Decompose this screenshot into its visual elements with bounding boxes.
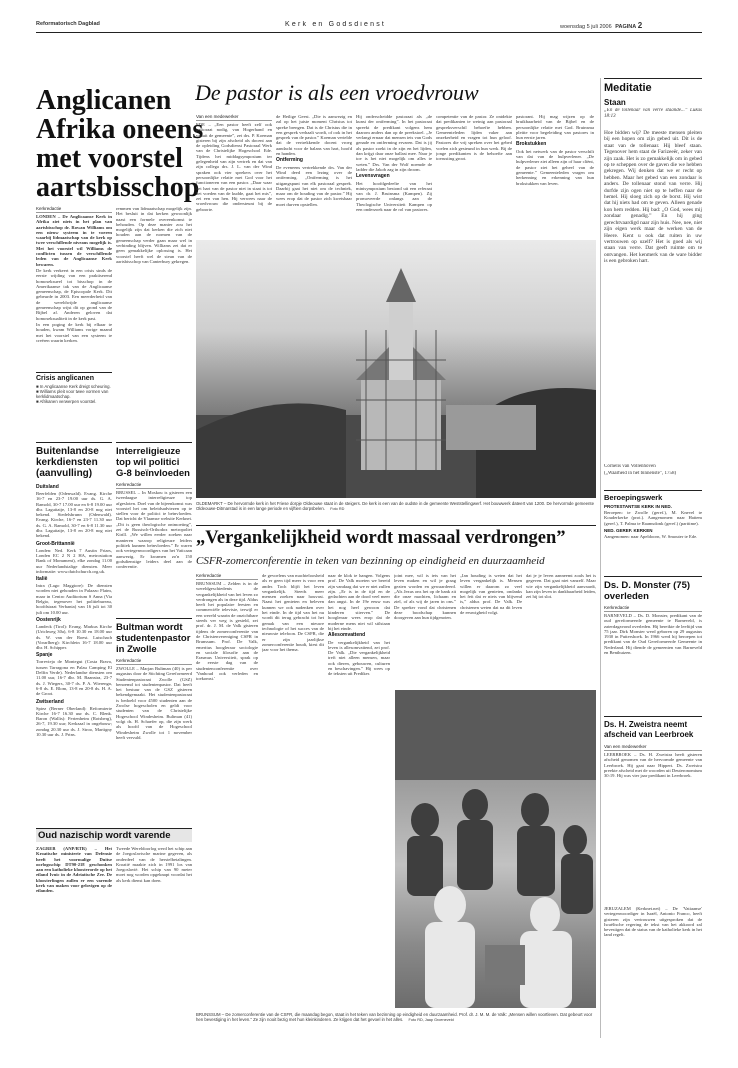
church-photo xyxy=(196,240,596,498)
church-photo-caption xyxy=(196,501,596,513)
meditatie-author: Cornelis van Vollenhoven xyxy=(604,464,656,469)
meditatie-body: Hoe bidden wij? De meeste mensen pleiten bij een hopen om zijn gebed uit. Dit is de staat van de tollenaar. Hij bleef staan. Tegenover hem staat de Farizeeër, zeker van zijn zaak. Het is zo gemakkelijk om in gebed op te scheppen over de gaven die we hebben gekregen. Wij denken dat we er recht op hebben. Maar het gebed van een zondaar is anders. De tollenaar stond van verre. Hij durfde zijn ogen niet op te heffen naar de hemel. Hij sloeg zich op de borst. Hij wist dat hij niets had om te geven. Alleen genade kon hem redden. Hij bad: „O God, wees mij zondaar genadig.” En hij ging gerechtvaardigd naar zijn huis. Nee, nee, niet zijn eigen werk maar de werken van de Heere. Kent u ook dat ruiten in uw vertrouwen op uzelf? Het is goed als wij staan van verre. Dat geeft ruimte om te ontvangen. Het kenmerk van de ware bidder is een gebroken hart. xyxy=(604,130,702,265)
page-number: 2 xyxy=(637,21,643,30)
col3-sub-body: De eveneens vertrekkende drs. Van der Wind deed een lezing over de ontferming. „Ontferming is het uitgangspunt van elk pastoraal gesprek. Daarbij gaat het niet om de techniek, maar om de houding van de pastor.” Hij wees erop dat de pastor zich kwetsbaar moet durven opstellen. xyxy=(276,164,352,207)
beroeping-text: Beroepen: te Zwolle (geref.), M. Knevel te Kouderkerke (prot.). Aangenomen: naar Hattem (geref.), T. Palma te Raamsdonk (geref.) (parttime). xyxy=(604,510,702,526)
g8-top-rule xyxy=(116,442,192,443)
lead-main-col1: EDE – „Een pastor heeft zelf ook pastoraat nodig, van Hogerhand en vanuit de gemeente”, zei drs. P. Koeman gisteren bij zijn afscheid als docent aan de opleiding Godsdienst Pastoraal Werk van de Christelijke Hogeschool Ede. Tijdens het middagsymposium ter gelegenheid van zijn vertrek en dat van zijn collega drs. J. L. van der Wind spraken ook vier sprekers over het persoonlijke relatie met God voor het functioneren van een pastor. „Daar waar het hart van de pastor niet in staat is tot het voeden van de kudde, gaat het mis”, zei een van hen. Hij verwees naar de vroedvrouw die ondersteunt bij de geboorte. xyxy=(196,122,272,212)
right-col-divider xyxy=(600,78,601,1038)
monster-body: BARNEVELD – Ds. D. Monster, predikant van de oud gereformeerde gemeente te Barneveld, is zaterdagavond overleden. Hij bereikte de leeftijd van 75 jaar. Dirk Monster werd geboren op 29 augustus 1930 in Puttershoek. In 1966 werd hij beroepen tot predikant van de Oud Gereformeerde Gemeente in Nederland. Hij diende de gemeenten van Barneveld en Benthuizen. xyxy=(604,613,702,656)
col6-subhead: Brokstukken xyxy=(516,141,547,148)
col4-body: Hij onderscheidde pastoraat als „de kunst der ontferming”. In het pastoraat spreekt de predikant volgens hem daarom anders dan op de preekstoel. „Je verlangt ernaar dat mensen iets van Gods genade en ontferming ervaren. Dat is jij als pastor zoekt in de zijn en het lijden, dan krijgt daar onze ballast mee. Naar je toe is het niet mogelijk om alles te weten.” Drs. Van der Wolf noemde de ladder die Jakob zag in zijn droom. xyxy=(356,114,432,172)
lead-left-body xyxy=(36,214,112,364)
cb-col3-subhead: Allesomvattend xyxy=(328,632,366,639)
zwolle-body: ZWOLLE – Marjan Bultman (40) is per augustus door de Stichting Gereformeerd Studentenpastoraat Zwolle (GSZ) benoemd tot studentenpastor. Dat heeft het bestuur van de GSZ gisteren bekendgemaakt. Het studentenpastoraat is bedoeld voor 4500 studenten aan de Zwolse hogescholen en geldt voor studenten van de Christelijke Hogeschool Windesheim. Bultman (41) volgt ds. H. Schaefer op, die zijn werk als hoofd van de Hogeschool Windesheim Zwolle tot 1 november heeft vervuld. xyxy=(116,666,192,740)
nazi-headline: Oud nazischip wordt varende xyxy=(38,830,171,841)
zweistra-body: LEERBROEK – Ds. H. Zweistra heeft gisteren afscheid genomen van de hervormde gemeente van Leerbroek. Hij gaat naar Hippert. Ds. Zweistra preekte afscheid met de woorden uit Deuteronomium 30:19. Hij was vier jaar predikant in Leerbroek. xyxy=(604,752,702,779)
meditatie-rule xyxy=(604,78,702,79)
zwolle-headline: Bultman wordt studentenpastor in Zwolle xyxy=(116,622,191,655)
center-bottom-col5: „Ian houding is weten dat het leven vergankelijk is. Mensen willen er daarom zo veel mogelijk van genieten, ondanks het feit dat er niets van blijvend is,” aldus prof. De Valk. De christenen weten dat na dit leven de eeuwigheid volgt. xyxy=(460,573,522,616)
jerusalem-body: JERUZALEM (Kerknet.net) – De 'Vatiaanse' vertegenwoordiger in Israël, Antonio Franco, heeft gisteren zijn vertrouwen uitgesproken dat de Israëlische regering de tekst van het akkoord zal bevestigen dat de status van de katholieke kerk in het land regelt. xyxy=(604,906,702,938)
monster-kicker: Kerkredactie xyxy=(604,605,702,612)
masthead-date xyxy=(560,21,642,30)
meditatie-quote: „En de tollenaar van verre staande...” Lukas 18:13 xyxy=(604,108,702,119)
crisis-item: ■ Williams pleit voor twee vormen van kerklidmaatschap. xyxy=(36,389,109,399)
beroeping-church: NED. GEREF. KERKEN xyxy=(604,527,653,533)
service-text: Torrevieja de Montegut (Costa Brava, tussen Tarragona en Palau Camping El Delfin Verde). Nederlandse diensten om 11.00 uur, 16-7 dhr. M. Baanstra, 23-7 ds. J. Wiegers, 30-7 ds. P. A. Wierenga, 6-8 ds. E. Blom, 13-8 en 20-8 ds. H. A. de Groot. xyxy=(36,659,112,697)
masthead-section: Kerk en Godsdienst xyxy=(285,21,387,28)
meditatie-section: Meditatie xyxy=(604,82,652,94)
page-label: PAGINA xyxy=(615,24,637,30)
meditatie-source: („Waarheid in het binnenste”, 1758) xyxy=(604,471,677,476)
zweistra-headline: Ds. H. Zweistra neemt afscheid van Leerbroek xyxy=(604,720,694,739)
crisis-item: ■ In Anglicaanse Kerk dreigt scheuring. xyxy=(36,384,111,389)
col6-sub-body: Ook het netwerk van de pastor verschilt van dat van de hulpverlener. „De hulpverlener ziet alleen zijn of haar cliënt, de pastor ziet het geheel van de gemeente.” Gemeenteleden vragen om herkenning en erkenning van hun brokstukken van leven. xyxy=(516,148,594,186)
bottom-caption-text: BRUNSSUM – De zomerconferentie van de CSFR, die maandag begon, staat in het teken van bezinning op eindigheid en duurzaamheid. Prof. dr. J. M. M. de Valk: „Mensen willen voortleven. Dat gebeurt voor hen bevestiging in het leven.” Ze zijn nooit bezig met hun kleinkinderen. Ze krijgen dat het gevoel in het alles. xyxy=(196,1012,593,1022)
beroeping-box xyxy=(604,490,702,572)
crisis-item-text: Afrikanen verwerpen voorstel. xyxy=(39,399,97,404)
monster-rule xyxy=(604,576,702,577)
crisis-item-text: Williams pleit voor twee vormen van kerklidmaatschap. xyxy=(36,389,109,399)
photo-caption-text: OLDEMARKT – De hervormde kerk in het Friese dorpje Oldeouwe staat in de steigers. De kerk is een van de oudste in de gemeente Weststellingwerf. Het bouwwerk dateert van 1200. De hervormde gemeente Oldeouwe-Ditmarstad is in een lange periode en vijftien dorpsbelen. xyxy=(196,501,594,511)
center-bottom-rule xyxy=(196,525,596,526)
center-bottom-headline: „Vergankelijkheid wordt massaal verdrongen” xyxy=(196,528,566,548)
conference-photo-caption xyxy=(196,1012,596,1036)
col6-body: pastorant. Hij mag wijzen op de bruikbaarheid van de Bijbel en de persoonlijke relatie met God. Bruinsma pleitte voor begeleiding van pastores in hun eerste jaren. xyxy=(516,114,594,141)
crisis-item: ■ Afrikanen verwerpen voorstel. xyxy=(36,399,97,404)
col3-subhead: Ontferming xyxy=(276,157,303,164)
service-text: Londen: Ned. Kerk 7 Austin Friars, Londen EC 2 N 2 HA, metrostation Bank of Monument), elke zondag 11.00 uur Nederlandstalige diensten. Meer informatie: www.dutchchurch.org.uk. xyxy=(36,547,112,574)
bottom-photo-credit: Foto RD, Jaap Groeneveld xyxy=(408,1018,454,1022)
service-country: Oostenrijk xyxy=(36,616,61,623)
center-bottom-col2: de gevoelens van machteloosheid als er geen tijd meer is voor een ander. Toch blijft het leven vergankelijk. Steeds meer mensen zoeken naar houvast. Naast het genieten en beleven kunnen we ook nadenken over het einde. In de tijd van het nu wordt dit terug gebracht tot het gemak van een nieuwe technologie of het succes van de nieuwste telefoon. De CSFR, die er zijn jaarlijkse zomerconferentie houdt, kiest dit jaar voor het thema. xyxy=(262,573,324,653)
service-text: Spiez (Berner Oberland): Reformierte Kirche 16-7 16.30 uur ds. C. Blenk. Baron (Wallis): Ferienheim (Rotsberg), 26-7, 19.30 uur; Kerkzaal in ongebouw; zondag 20.30 uur ds. J. Stroo, Martigny 10.30 uur ds. J. Prins. xyxy=(36,705,112,737)
cb-col3-body: naar de klok te hangen. Volgens prof. De Valk moeten we bereid zijn vandaag dat we er niet zullen zijn. „Er is in de tijd en de gedachten aan de dood veel meer dan angst. In de 19e eeuw was het nog heel gewoon dat kinderen stierven.” De hoogleraar wees erop dat de moderne mens niet wil stilstaan bij het einde. xyxy=(328,573,390,631)
cb-col3-sub-body: De vergankelijkheid van het leven is allesomvattend, zei prof. De Valk. „Die vergankelijkheid treft niet alleen mensen, maar ook dieren, gebouwen, culturen en beschavingen.” Hij wees op de teksten uit Prediker. xyxy=(328,639,390,677)
nazi-col1: ZAGREB (ANP/RTR) – Het Kroatische ministerie van Defensie heeft het voormalige Duitse oorlogsschip DT90-218 geschonken aan een katholieke kloosterorde op het eiland Ivnic in de Adriatische Zee. De kloosterlingen zullen er een varende kerk van maken voor gelovigen op de eilanden. xyxy=(36,846,112,894)
lead-left-kicker: Kerkredactie xyxy=(36,206,112,213)
nazi-col2: Tweede Wereldoorlog werd het schip aan de Joegoslavische marine gegeven, als onderdeel van de herstelbetalingen. Kroatië maakte zich in 1991 los van Joegoslavië. Het schip van 90 meter moet nog worden opgeknapt voordat het als kerk dienst kan doen. xyxy=(116,846,192,883)
service-country: Groot-Brittannië xyxy=(36,540,75,547)
col3-body: de Heilige Geest. „Die is aanwezig en zal op het juiste moment Christus tot spreke brengen. Dat is de Christus die in een gesprek verhaalt wordt, of ook in het gesprek van de pastor.” Koeman vertelde dat de vertrekkende docent vroeg aandacht voor de balans van hart, hoofd en handen. xyxy=(276,114,352,157)
center-bottom-col4: joint mee, wil is iets van het leven maken en wil je graag gezien worden en gewaardeerd. „Als Jezus ons het op de bank zit die onze machten, lichaam en ziel, of als wij de jaren in ons.” De spreker vond dat christenen deze boodschap kunnen doorgeven aan hun tijdgenoten. xyxy=(394,573,456,621)
lead-left-col2: remmen van lidmaatschap mogelijk zijn. Het besluit in dat kerken gewoonlijk naast een formele overeenkomst te behouden. Op deze manier zou het mogelijk zijn dat kerken die zich niet houden aan de normen van de gemeenschap verder gaan maar wel in verbinding blijven. Williams zei dat er geen gemakkelijke oplossing is. Het voorstel heeft wel de steun van de aartsbisschop van Canterbury gekregen. xyxy=(116,206,192,264)
service-text: Intra (Lago Maggiore): De diensten worden niet gehouden in Palazzo Flaim, maar in Centro Auditorium S Anna (Via Belgio, tegenover het politiebureau, hoofdstraat Verbania) van 16 juli tot 30 juli om 10.00 uur. xyxy=(36,583,112,615)
lead-main-col4 xyxy=(356,114,432,234)
center-bottom-subheadline: CSFR-zomerconferentie in teken van bezinning op eindigheid en duurzaamheid xyxy=(196,555,545,567)
service-country: Spanje xyxy=(36,652,53,659)
date-text: woensdag 5 juli 2006 xyxy=(560,24,612,30)
center-bottom-kicker: Kerkredactie xyxy=(196,573,258,580)
crisis-sidebar-title: Crisis anglicanen xyxy=(36,375,94,382)
lead-main-col6 xyxy=(516,114,594,234)
lead-main-col3 xyxy=(276,114,352,234)
service-text: Landeck (Tirol): Evang. Markus Kirche (Urichweg 30a), 6-8 10.30 en 18.00 uur ds. W. van der Roest. Lutschach (Vorarlberg): Kirchlein 16-7 18.00 uur dhr. H. Schipper. xyxy=(36,623,112,651)
photo-credit: Foto RD xyxy=(330,507,345,511)
lead-main-col5: competentie van de pastor. Ze ontdekte dat predikanten te weinig aan pastoraal gespreksverschil behoefte hebben. Gemeenteleden lijden vaker aan onzekerheid en vragen tot hun geloof. Pastores die vrij spreken over het gebed voelen zich gesteund in hun werk. Bij de jonge predikanten is de behoefte aan toerusting groot. xyxy=(436,114,512,162)
lead-left-p1: LONDEN – De Anglicaanse Kerk in Afrika ziet niets in het plan van aartsbisschop dr. Rowan Williams om een nieuw systeem in te voeren waarbij lidmaatschap van de kerk op twee verschillende niveaus mogelijk is. Met het voorstel wil Williams de conflicten tussen de verschillende leden van de Anglicaanse Kerk bewaren. xyxy=(36,214,112,267)
service-text: Beerfelden (Odenwald). Evang. Kirche 16-7 en 23-7 19.00 uur ds. G. A. Ramold, 30-7 17.00 uur en 6-8 19.00 uur dhr. Laguitaije, 13-8 en 20-8 nog niet bekend. Siedelsbrunn (Odenwald). Evang. Kirche, 16-7 en 23-7 11.30 uur ds. G. A. Ramold, 30-7 en 6-8 11.30 uur dhr. Laguitaije, 13-8 en 20-8 nog niet bekend. xyxy=(36,491,112,539)
service-country: Italië xyxy=(36,576,48,583)
zweistra-kicker: Van een medewerker xyxy=(604,744,702,751)
zweistra-rule xyxy=(604,716,702,717)
crisis-item-text: In Anglicaanse Kerk dreigt scheuring. xyxy=(39,384,111,389)
center-bottom-col3 xyxy=(328,573,390,835)
center-bottom-col6: dat je je leven aanneemt zoals het is gegeven. Dat gaat niet vanzelf. Maar wie zijn vergankelijkheid aanvaardt, kan zijn leven in dankbaarheid leiden, zei hij tot slot. xyxy=(526,573,596,600)
lead-left-p3: In een poging de kerk bij elkaar te houden, kwam Williams vorige maand met het voorstel van een systeem te creëren waarin kerken. xyxy=(36,321,112,343)
lead-main-headline: De pastor is als een vroedvrouw xyxy=(195,80,479,105)
meditatie-title: Staan xyxy=(604,98,626,107)
crisis-sidebar xyxy=(36,372,112,436)
beroeping-text: Aangenomen: naar Apeldoorn, W. Smouter te Ede. xyxy=(604,533,698,539)
service-country: Zwitserland xyxy=(36,698,64,705)
services-title: Buitenlandse kerkdiensten (aanvulling) xyxy=(36,446,99,479)
beroeping-church: PROTESTANTSE KERK IN NED. xyxy=(604,504,672,509)
lead-main-kicker: Van een medewerker xyxy=(196,114,272,121)
col4-sub-body: Het hoofdgedeelte van het minisymposium bestond uit een referaat van dr. J. Bruinsma (Kampen). Zij promoveerde onlangs aan de Theologische Universiteit Kampen op een onderzoek naar de rol van pastores. xyxy=(356,180,432,213)
col4-subhead: Levensvragen xyxy=(356,173,390,180)
g8-body: BRUSSEL – In Moskou is gisteren een tweedaagse interreligieuze top afgesloten. Doel van de bijeenkomst was voorstel het om beleidsadviezen op te stellen voor de politici te beïnvloeden. Dat bericht de Vlaamse website Kerknet. „Dit is geen theologische ontmoeting”, zei de Russisch-Orthodox metropoliet Kirill. „We willen eerder zoeken naar manieren waarop religieuze leiders politiek kunnen beïnvloeden.” Er waren ook vertegenwoordigers van het Vaticaan aanwezig. Er kwamen zo'n 150 godsdienstige leiders deel aan de conferentie. xyxy=(116,490,192,570)
header-rule xyxy=(36,32,702,33)
lead-left-headline: Anglicanen Afrika oneens met voorstel aartsbisschop xyxy=(36,86,204,202)
conference-photo xyxy=(395,690,596,1008)
conference-illustration xyxy=(395,690,596,1008)
zwolle-top-rule xyxy=(116,618,192,619)
church-illustration xyxy=(196,240,596,498)
services-top-rule xyxy=(36,442,112,443)
lead-left-p2: De kerk verkeert in een crisis sinds de eerste wijding van een praktiserend homoseksueel tot bisschop in de Amerikaanse tak van de Anglicaanse gemeenschap, de Episcopale Kerk. Dit gebeurde in 2003. Een meerderheid van de wereldwijde anglicaanse gemeenschap wijst dit op grond van de Bijbel af. Anderen geloven dat homoseksualiteit in de kerk past. xyxy=(36,267,112,321)
masthead-newspaper: Reformatorisch Dagblad xyxy=(36,21,100,27)
zwolle-kicker: Kerkredactie xyxy=(116,658,192,665)
monster-headline: Ds. D. Monster (75) overleden xyxy=(604,580,691,602)
center-bottom-col1: BRUNSSUM – Zelden is in de wereldgeschiedenis de vergankelijkheid van het leven zo verdrongen als in deze tijd. Aldus heeft het populaire feesten en commerciële televisie, terwijl er een wereld waarin de onzichtbare steeds ver weg is gesteld, zei prof. dr. J. M. de Valk gisteren tijdens de zomerconferentie van de Christenvereniging CSFR in Brunssum. Prof. De Valk, emeritus hoogleraar sociologie en sociale filosofie aan de Erasmus Universiteit, sprak op de eerste dag van de studentenconferentie over 'Vanhoud ook verleden en toekomst.' xyxy=(196,581,258,682)
nazi-title-bar xyxy=(36,828,192,842)
g8-headline: Interreligieuze top wil politici G-8 beïnvloeden xyxy=(116,446,190,479)
beroeping-title: Beroepingswerk xyxy=(604,493,663,502)
service-country: Duitsland xyxy=(36,484,59,490)
services-list xyxy=(36,482,112,822)
g8-kicker: Kerkredactie xyxy=(116,482,192,489)
